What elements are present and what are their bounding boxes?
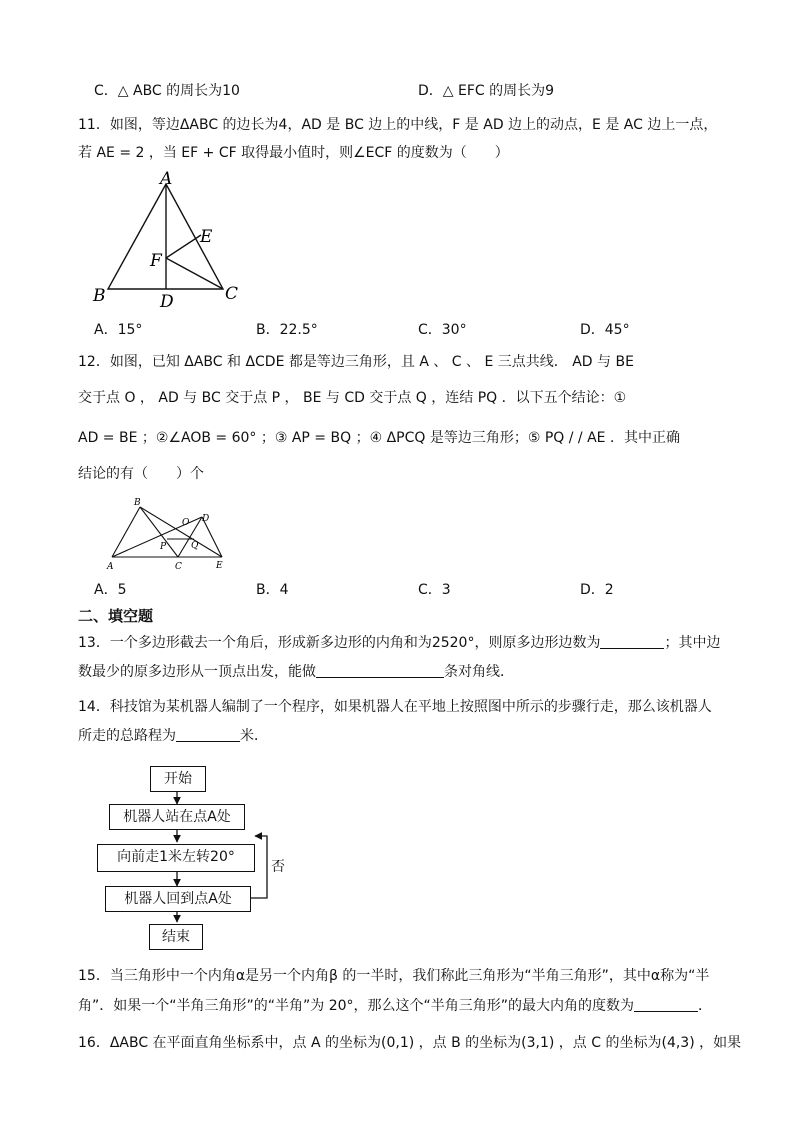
q12-option-d: D．2 <box>580 582 614 598</box>
q12-text-line4: 结论的有（ ）个 <box>78 466 204 482</box>
q13-text-line1 <box>78 633 720 653</box>
q12-label-e: E <box>216 561 223 571</box>
q11-label-c: C <box>225 284 239 304</box>
flow-no-label: 否 <box>271 859 285 875</box>
q12-text-line2: 交于点 O ， AD 与 BC 交于点 P ， BE 与 CD 交于点 Q ，连结 PQ ．以下五个结论：① <box>78 390 627 406</box>
q12-label-b: B <box>134 498 141 508</box>
flow-step-1: 机器人站在点A处 <box>109 804 245 830</box>
q11-label-d: D <box>160 292 174 312</box>
q11-option-c: C．30° <box>418 322 467 338</box>
q11-label-e: E <box>200 227 213 247</box>
q13-text-line2-b: 条对角线． <box>444 664 514 680</box>
q12-label-a: A <box>107 562 114 571</box>
q12-text-line1: 12．如图，已知 ΔABC 和 ΔCDE 都是等边三角形，且 A 、 C 、 E 三点共线． AD 与 BE <box>78 354 634 370</box>
q13-blank-1[interactable] <box>600 634 664 649</box>
q13-text-line2-a: 数最少的原多边形从一顶点出发，能做 <box>78 664 316 680</box>
q12-option-b: B．4 <box>256 582 289 598</box>
q12-option-c: C．3 <box>418 582 451 598</box>
q11-label-a: A <box>160 170 173 189</box>
q11-label-f: F <box>150 251 162 271</box>
section-fill-in-title: 二、填空题 <box>78 607 154 625</box>
q11-label-b: B <box>93 286 106 306</box>
q15-blank[interactable] <box>634 997 698 1012</box>
flow-step-3: 机器人回到点A处 <box>105 886 251 912</box>
q14-text-line2-a: 所走的总路程为 <box>78 728 176 744</box>
q14-blank[interactable] <box>176 727 240 742</box>
flow-end: 结束 <box>149 924 203 950</box>
q15-text-line2 <box>78 996 712 1016</box>
q12-label-p: P <box>160 542 167 552</box>
q11-figure <box>88 170 248 312</box>
q16-text-line1: 16．ΔABC 在平面直角坐标系中，点 A 的坐标为(0,1) ，点 B 的坐标为(3,1) ，点 C 的坐标为(4,3) ，如果 <box>78 1035 742 1051</box>
q12-label-o: O <box>182 518 190 528</box>
q13-text-line1-b: ；其中边 <box>664 635 721 651</box>
q13-text-line2 <box>78 662 514 682</box>
q11-option-d: D．45° <box>580 322 630 338</box>
q13-blank-2[interactable] <box>316 663 444 678</box>
q13-text-line1-a: 13．一个多边形截去一个角后，形成新多边形的内角和为2520°，则原多边形边数为 <box>78 635 601 651</box>
flow-step-2: 向前走1米左转20° <box>97 844 255 872</box>
flow-start: 开始 <box>150 766 206 792</box>
q12-figure <box>100 493 230 571</box>
q11-text-line2: 若 AE = 2 ，当 EF + CF 取得最小值时，则∠ECF 的度数为（ ） <box>78 145 509 161</box>
q15-text-line2-a: 角”．如果一个“半角三角形”的“半角”为 20°，那么这个“半角三角形”的最大内角的度数为 <box>78 998 635 1014</box>
q12-option-a: A．5 <box>94 582 127 598</box>
q12-label-d: D <box>202 514 210 524</box>
q11-text-line1: 11．如图，等边ΔABC 的边长为4，AD 是 BC 边上的中线，F 是 AD 边上的动点，E 是 AC 边上一点， <box>78 117 718 133</box>
q12-text-line3: AD = BE ；②∠AOB = 60° ；③ AP = BQ ；④ ΔPCQ 是等边三角形；⑤ PQ / / AE ．其中正确 <box>78 430 680 446</box>
q15-text-line1: 15．当三角形中一个内角α是另一个内角β 的一半时，我们称此三角形为“半角三角形”，其中α称为“半 <box>78 968 710 984</box>
q14-text-line2-b: 米． <box>240 728 268 744</box>
q12-label-q: Q <box>191 541 199 551</box>
q14-text-line1: 14．科技馆为某机器人编制了一个程序，如果机器人在平地上按照图中所示的步骤行走，那么该机器人 <box>78 699 712 715</box>
q10-option-c: C．△ ABC 的周长为10 <box>94 83 240 99</box>
q11-option-a: A．15° <box>94 322 143 338</box>
q12-label-c: C <box>175 562 182 571</box>
q15-text-line2-b: ． <box>698 998 713 1014</box>
q14-text-line2 <box>78 726 268 746</box>
q10-option-d: D．△ EFC 的周长为9 <box>418 83 555 99</box>
q11-option-b: B．22.5° <box>256 322 318 338</box>
